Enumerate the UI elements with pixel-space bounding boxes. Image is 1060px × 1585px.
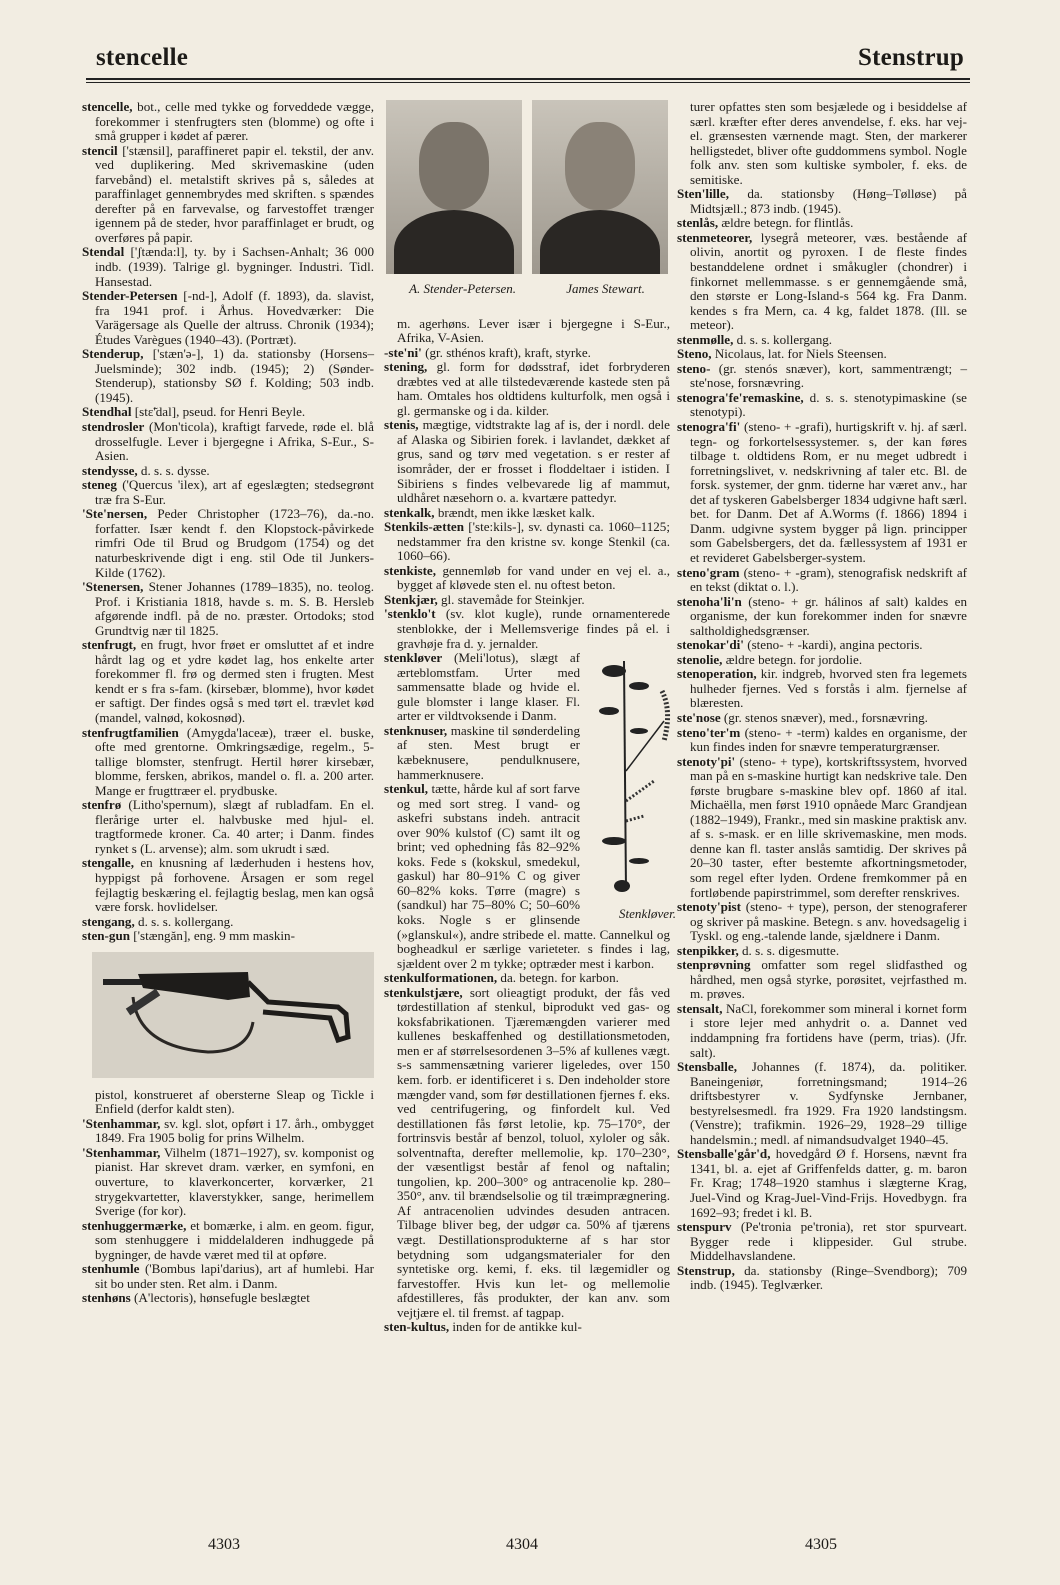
- dictionary-entry: [82, 726, 374, 799]
- dictionary-entry: [384, 317, 670, 346]
- entry-text: (Pe'tronia pe'tronia), ret stor spurveart. Bygger rede i klippesider. Gul strube. Middelhavslandene.: [690, 1219, 967, 1264]
- entry-text: (Meli'lotus), slægt af ærteblomstfam. Urter med sammensatte blade og hvide el. gule blomster i lange klaser. Fl. arter er vildtvoksende i Danm.: [397, 650, 580, 724]
- entry-text: d. s. s. kollergang.: [733, 331, 833, 347]
- entry-text: kir. indgreb, hvorved sten fra legemets hulheder fjernes. Ved s forstås i alm. fjernelse af blæresten.: [690, 666, 967, 711]
- entry-headword: stenkløver: [384, 650, 443, 666]
- entry-headword: stenogra'fe'remaskine,: [677, 389, 804, 405]
- entry-text: bot., celle med tykke og forveddede vægge, forekommer i stenfrugters sten (blomme) og ofte i små grupper i kødet af pærer.: [95, 99, 374, 144]
- dictionary-entry: [677, 1002, 967, 1060]
- column-3: [677, 100, 967, 1293]
- entry-headword: stenoty'pi': [677, 753, 736, 769]
- entry-text: (gr. stenós snæver), kort, sammentrængt; – ste'nose, forsnævring.: [690, 360, 967, 391]
- entry-headword: Stendhal: [82, 404, 132, 420]
- entry-headword: stencil: [82, 142, 118, 158]
- entry-headword: stenmeteorer,: [677, 229, 753, 245]
- dictionary-entry: [82, 100, 374, 144]
- dictionary-entry: [677, 391, 967, 420]
- entry-headword: Stenderup,: [82, 346, 144, 362]
- entry-headword: stengalle,: [82, 855, 135, 871]
- portrait-james-stewart: [532, 100, 668, 274]
- entry-headword: stenfrugt,: [82, 637, 137, 653]
- photo-caption-1: A. Stender-Petersen.: [409, 281, 517, 296]
- entry-text: ['stæn'ə-], 1) da. stationsby (Horsens–Juelsminde); 302 indb. (1945); 2) (Sønder-Stenderup), stationsby SØ f. Kolding; 503 indb. (1945).: [95, 346, 374, 405]
- entry-headword: stenhumle: [82, 1261, 140, 1277]
- dictionary-entry: [384, 506, 670, 521]
- entry-text: en knusning af læderhuden i hestens hov, hyppigst på forhovene. Årsagen er som regel fejlagtig beskæring el. fejlagtig beslag, men kan også være forsk. hovlidelser.: [95, 855, 374, 915]
- entry-text: maskine til sønderdeling af sten. Mest brugt er kæbeknusere, pendulknusere, hammerknusere.: [397, 722, 580, 782]
- dictionary-entry: [82, 289, 374, 347]
- entry-text: ældre betegn. for jordolie.: [722, 651, 863, 667]
- running-head-right: Stenstrup: [858, 44, 964, 71]
- entry-headword: stenoperation,: [677, 666, 757, 682]
- dictionary-entry: [677, 1060, 967, 1147]
- entry-headword: 'Stenersen,: [82, 579, 144, 595]
- dictionary-entry: [82, 638, 374, 725]
- dictionary-entry: [384, 971, 670, 986]
- entry-headword: stenis,: [384, 417, 419, 433]
- entry-headword: stendrosler: [82, 419, 145, 435]
- entry-text: (steno- + type), person, der stenograferer og skriver på maskine. Betegn. s anv. hovedsagelig i Tyskl. og eng.-talende lande, sjældnere i Danm.: [690, 899, 967, 944]
- entry-headword: stengang,: [82, 913, 135, 929]
- entry-text: da. stationsby (Ringe–Svendborg); 709 indb. (1945). Teglværker.: [690, 1262, 967, 1293]
- entry-text: ældre betegn. for flintlås.: [718, 215, 854, 231]
- entry-text: turer opfattes sten som besjælede og i besiddelse af særl. kræfter efter deres anvendelse, f. eks. har vej- el. grænsesten værnende magt. Sten, der markerer helligstedet, bliver ofte guddommens symbol. Nogle folk anv. sten som kultiske symboler, f. eks. de semitiske.: [690, 99, 967, 187]
- dictionary-entry: [677, 231, 967, 333]
- entry-headword: 'Ste'nersen,: [82, 506, 148, 522]
- entry-headword: stening,: [384, 359, 428, 375]
- dictionary-entry: [677, 566, 967, 595]
- entry-text: Vilhelm (1871–1927), sv. komponist og pianist. Har skrevet dram. værker, en symfoni, en ouverture, to klaverkoncerter, korværker, 21 strygekvartetter, klaverstykker, sange, herimellem Sverige (for kor).: [95, 1144, 374, 1219]
- dictionary-entry: [82, 405, 374, 420]
- dictionary-entry: [384, 986, 670, 1321]
- entry-headword: stensalt,: [677, 1000, 723, 1016]
- dictionary-entry: [677, 1147, 967, 1220]
- dictionary-entry: [677, 667, 967, 711]
- dictionary-entry: [82, 856, 374, 914]
- entry-headword: stenprøvning: [677, 957, 751, 973]
- entry-text: gennemløb for vand under en vej el. a., bygget af kløvede sten el. nu oftest beton.: [397, 562, 670, 593]
- entry-headword: stenspurv: [677, 1219, 732, 1235]
- entry-headword: steno'gram: [677, 564, 740, 580]
- dictionary-entry: [82, 1262, 374, 1291]
- dictionary-entry: [384, 564, 670, 593]
- entry-text: et bomærke, i alm. en geom. figur, som stenhuggere i middelalderen indhuggede på bygninger, de havde været med til at opføre.: [95, 1217, 374, 1262]
- dictionary-entry: [677, 100, 967, 187]
- entry-headword: stenfrugtfamilien: [82, 724, 179, 740]
- running-head-left: stencelle: [96, 44, 189, 71]
- photo-caption-2: James Stewart.: [566, 281, 645, 296]
- entry-headword: stenkalk,: [384, 504, 435, 520]
- dictionary-entry: [82, 1117, 374, 1146]
- entry-text: ('Bombus lapi'darius), art af humlebi. Har sit bo under sten. Ret alm. i Danm.: [95, 1261, 374, 1291]
- dictionary-entry: [677, 420, 967, 565]
- dictionary-entry: [82, 347, 374, 405]
- entry-headword: ste'nose: [677, 709, 721, 725]
- entry-text: (steno- + -term) kaldes en organisme, der kun findes inden for snævre temperaturgrænser.: [690, 724, 967, 755]
- dictionary-entry: [384, 360, 670, 418]
- entry-headword: stenhøns: [82, 1290, 131, 1306]
- entry-headword: stenolie,: [677, 651, 723, 667]
- dictionary-entry: [677, 755, 967, 900]
- entry-headword: 'Stenhammar,: [82, 1115, 161, 1131]
- entry-text: tætte, hårde kul af sort farve og med sort streg. I vand- og askefri substans indeh. antracit over 90% kulstof (C) samt ilt og brint; ved ophedning fås 82–92% koks. Fede s (kokskul, smedekul, gaskul) har 80–91% C og giver 60–82% koks. Tørre (magre) s (sandkul) har 75–80% C; 50–60% koks. Nogle s er glinsende (»glanskul«), andre stribede el. matte. Cannelkul og bogheadkul er særlige varieteter. s findes i lag, sjældent over 2 m tykke; optræder mest i karbon.: [397, 781, 670, 971]
- entry-headword: Stenkils-ætten: [384, 519, 465, 535]
- entry-headword: Stender-Petersen: [82, 288, 178, 304]
- entry-headword: stenogra'fi': [677, 419, 741, 435]
- entry-text: d. s. s. kollergang.: [134, 913, 234, 929]
- page-number-1: 4303: [208, 1536, 240, 1553]
- entry-text: omfatter som regel slidfasthed og hårdhed, men også styrke, porøsitet, vejrfasthed m. m. prøves.: [690, 957, 967, 1002]
- dictionary-entry: [677, 944, 967, 959]
- dictionary-entry: [82, 1146, 374, 1219]
- entry-headword: stenlås,: [677, 215, 719, 231]
- entry-text: ['stængăn], eng. 9 mm maskin-: [130, 928, 295, 944]
- dictionary-entry: [82, 1088, 374, 1117]
- entry-text: mægtige, vidtstrakte lag af is, der i nordl. dele af Alaska og Sibirien forek. i lavlandet, dækket af grus, sand og tørv med vegetation. s er rester af isområder, der er frosset i floddeltaer i istiden. I Sibiriens s findes velbevarede lig af mammut, uldhåret næsehorn o. a. kvartære pattedyr.: [397, 417, 670, 506]
- entry-headword: Steno,: [677, 346, 712, 362]
- dictionary-entry: [82, 478, 374, 507]
- dictionary-entry: [82, 420, 374, 464]
- entry-text: sv. kgl. slot, opført i 17. årh., ombygget 1849. Fra 1905 bolig for prins Wilhelm.: [95, 1115, 374, 1146]
- entry-text: (Litho'spernum), slægt af rubladfam. En el. flerårige urter el. halvbuske med hjul- el. tragtformede kroner. Ca. 40 arter; i Danm. findes rynket s (L. arvense); alm. som ukrudt i sæd.: [95, 797, 374, 856]
- entry-text: (gr. sthénos kraft), kraft, styrke.: [421, 344, 591, 360]
- entry-headword: stencelle,: [82, 99, 133, 114]
- entry-headword: stenoha'li'n: [677, 593, 742, 609]
- entry-text: (steno- + gr. hálinos af salt) kaldes en organisme, der kun forekommer inden for snævre saltholdighedsgrænser.: [690, 593, 967, 638]
- entry-headword: Stendal: [82, 244, 125, 260]
- dictionary-entry: [384, 418, 670, 505]
- dictionary-entry: [677, 1220, 967, 1264]
- entry-text: gl. form for dødsstraf, idet forbryderen dræbtes ved at alle tilstedeværende kastede sten på ham. Omtales hos oldtidens kulturfolk, men også i gl. germanske og i da. kilder.: [397, 359, 670, 418]
- entry-headword: 'Stenhammar,: [82, 1144, 161, 1160]
- dictionary-entry: [677, 726, 967, 755]
- dictionary-entry: [384, 520, 670, 564]
- plant-caption: Stenkløver.: [618, 905, 676, 921]
- dictionary-entry: [82, 1291, 374, 1306]
- dictionary-entry: [82, 915, 374, 930]
- entry-text: d. s. s. digesmutte.: [738, 942, 840, 958]
- dictionary-entry: [82, 464, 374, 479]
- portrait-photos: [386, 100, 668, 274]
- dictionary-entry: [677, 595, 967, 639]
- dictionary-entry: [677, 216, 967, 231]
- entry-headword: 'stenklo't: [384, 606, 436, 622]
- sten-gun-image: [92, 952, 374, 1078]
- dictionary-entry: [82, 507, 374, 580]
- dictionary-entry: [384, 607, 670, 651]
- entry-text: (Amygda'laceæ), træer el. buske, ofte med grentorne. Omkringsædige, regelm., 5-tallige blomster, stenfrugt. Hertil hører kirsebær, blomme, fersken, abrikos, mandel o. fl. a. 200 arter. Mange er frugttræer el. prydbuske.: [95, 724, 374, 798]
- entry-text: (Mon'ticola), kraftigt farvede, røde el. blå drosselfugle. Lever i bjergegne i Afrika, S-Eur., S-Asien.: [95, 419, 374, 464]
- dictionary-entry: [677, 1264, 967, 1293]
- entry-headword: stenkul,: [384, 781, 429, 797]
- entry-text: pistol, konstrueret af obersterne Sleap og Tickle i Enfield (derfor kaldt sten).: [95, 1086, 374, 1117]
- dictionary-entry: [82, 929, 374, 944]
- dictionary-entry: [82, 580, 374, 638]
- entry-text: NaCl, forekommer som mineral i kornet form i store lejer med anhydrit o. a. Dannet ved inddampning fra fortidens have (perm, trias). (Jfr. salt).: [690, 1000, 967, 1060]
- entry-headword: steno-: [677, 360, 711, 376]
- column-1: [82, 100, 374, 1306]
- entry-text: Stener Johannes (1789–1835), no. teolog. Prof. i Kristiania 1818, havde s. m. S. B. Hersleb afgørende indfl. på de no. præster. Ortodoks; stod Grundtvig nær til 1825.: [95, 579, 374, 638]
- entry-headword: Stensballe'går'd,: [677, 1146, 771, 1162]
- dictionary-entry: [677, 638, 967, 653]
- dictionary-entry: [677, 900, 967, 944]
- entry-text: (steno- + -gram), stenografisk nedskrift af en tekst (diktat o. l.).: [690, 564, 967, 595]
- entry-text: (steno- + type), kortskriftssystem, hvorved man på en s-maskine hurtigt kan nedskrive tale. Den første brugbare s-maskine blev opf. 1860 af ital. Michaëlla, men først 1910 opnåede Marc Grandjean (1882–1949), Frankr., med sin maskine praktisk anv. af s. s-mask. er en lille skrivemaskine, men mods. denne kan fl. taster anslås samtidig. Der skrives på 20–30 taster, efter bestemte afkortningsmetoder, som regel efter lyden. Ordene fremkommer på en fortløbende papirstrimmel, som derefter renskrives.: [690, 753, 967, 900]
- entry-text: (A'lectoris), hønsefugle beslægtet: [130, 1290, 310, 1306]
- dictionary-entry: [82, 1219, 374, 1263]
- entry-text: d. s. s. dysse.: [137, 462, 210, 478]
- entry-headword: Stenkjær,: [384, 591, 438, 607]
- entry-text: ['ste:kils-], sv. dynasti ca. 1060–1125; nedstammer fra den kristne sv. konge Stenkil (ca. 1060–66).: [397, 519, 670, 564]
- entry-text: Nicolaus, lat. for Niels Steensen.: [711, 346, 887, 362]
- entry-text: Johannes (f. 1874), da. politiker. Baneingeniør, forretningsmand; 1914–26 driftsbestyrer v. Sydfynske Jernbaner, bestyrelsesmedl. fra 1929. Fra 1920 landstingsm. (Venstre); trafikmin. 1926–29, 1928–29 tillige handelsmin.; medl. af nimandsudvalget 1940–45.: [690, 1059, 967, 1147]
- entry-text: ('Quercus 'ilex), art af egeslægten; stedsegrønt træ fra S-Eur.: [95, 477, 374, 507]
- entry-text: da. betegn. for karbon.: [497, 970, 619, 986]
- entry-text: (sv. klot kugle), runde ornamenterede stenblokke, der i Mellemsverige findes på el. i gravhøje fra d. y. jernalder.: [397, 606, 670, 651]
- entry-text: [-nd-], Adolf (f. 1893), da. slavist, fra 1941 prof. i Århus. Hovedværker: Die Varägersage als Quelle der altruss. Chronik (1934); Études Varègues (1940–43). (Portræt).: [95, 288, 374, 347]
- dictionary-entry: [677, 711, 967, 726]
- portrait-stender-petersen: [386, 100, 522, 274]
- column-2: [384, 100, 676, 1335]
- entry-text: m. agerhøns. Lever især i bjergegne i S-Eur., Afrika, V-Asien.: [397, 315, 670, 346]
- entry-text: d. s. s. stenotypimaskine (se stenotypi).: [690, 389, 967, 420]
- dictionary-entry: [384, 346, 670, 361]
- entry-headword: stenhuggermærke,: [82, 1217, 187, 1233]
- dictionary-entry: [384, 1320, 670, 1335]
- entry-headword: sten-kultus,: [384, 1319, 450, 1335]
- entry-text: da. stationsby (Høng–Tølløse) på Midtsjæll.; 873 indb. (1945).: [690, 186, 967, 216]
- header-rule-thin: [86, 82, 970, 83]
- dictionary-entry: [677, 333, 967, 348]
- entry-text: brændt, men ikke læsket kalk.: [434, 504, 595, 520]
- entry-headword: stendysse,: [82, 462, 138, 478]
- dictionary-entry: [677, 958, 967, 1002]
- dictionary-entry: [82, 144, 374, 246]
- dictionary-entry: [677, 653, 967, 668]
- entry-text: lysegrå meteorer, væs. bestående af olivin, anortit og pyroxen. I de fleste findes bestanddelene ordnet i småkugler (chondrer) i finkornet mellemmasse. s er gennemgående små, den største er Long-Island-s 564 kg. Fra Danm. kendes s fra Mern, ca. 4 kg, faldet 1878. (Ill. se meteor).: [690, 229, 967, 333]
- entry-headword: stenkiste,: [384, 562, 437, 578]
- entry-text: hovedgård Ø f. Horsens, nævnt fra 1341, bl. a. ejet af Griffenfelds datter, g. m. baron Fr. Krag; 1748–1920 stamhus i slægterne Krag, Juel-Vind og Krag-Juel-Vind-Frijs. Hovedbygn. fra 1692–93; fredet i kl. B.: [690, 1146, 967, 1220]
- entry-headword: -ste'ni': [384, 344, 422, 360]
- entry-headword: stenokar'di': [677, 637, 744, 653]
- entry-text: inden for de antikke kul-: [449, 1319, 582, 1335]
- entry-headword: stenpikker,: [677, 942, 739, 958]
- entry-headword: Stensballe,: [677, 1059, 738, 1075]
- entry-headword: Stenstrup,: [677, 1262, 735, 1278]
- entry-text: sort olieagtigt produkt, der fås ved tørdestillation af stenkul, biprodukt ved gas- og koksfabrikationen. Tjæremængden varierer med kullenes beskaffenhed og destillationsmetoden, men er af størrelsesordenen 3–5% af kullenes vægt. s-s sammensætning varierer ligeledes, over 150 kem. forb. er identificeret i s. Den indeholder store mængder vand, som før destillationen fjernes f. eks. ved centrifugering, og finfordelt kul. Ved destillationen fås først letolie, kp. 75–170°, der fortrinsvis består af benzol, toluol, xyloler og såk. solventnafta, derefter mellemolie, kp. 170–230°, der væsentligst består af fenol og naftalin; tungolien, kp. 200–300° og antracenolie kp. 280–350°, anv. til brændselsolie og til træimprægnering. Af antracenolien udvindes desuden antracen. Tilbage bliver beg, der udgør ca. 50% af tjærens vægt. Destillationsprodukterne af s har stor betydning som udgangsmaterialer for den syntetiske org. kemi, f. eks. til lægemidler og farvestoffer. Hvis kun let- og mellemolie afdestilleres, fås produkter, der kan anv. som vejtjære el. til fremst. af tagpap.: [397, 984, 670, 1320]
- entry-headword: steno'ter'm: [677, 724, 741, 740]
- entry-text: [stɛ̃'dal], pseud. for Henri Beyle.: [131, 404, 306, 420]
- entry-headword: stenknuser,: [384, 722, 448, 738]
- dictionary-entry: [677, 362, 967, 391]
- entry-text: (steno- + -kardi), angina pectoris.: [743, 637, 923, 653]
- header-rule: [86, 78, 970, 80]
- entry-headword: steneg: [82, 477, 117, 493]
- dictionary-entry: [82, 798, 374, 856]
- page-number-2: 4304: [506, 1536, 538, 1553]
- entry-headword: stenkulformationen,: [384, 970, 498, 986]
- entry-text: ['stænsil], paraffineret papir el. tekstil, der anv. ved duplikering. Med skrivemaskine (uden farvebånd) el. metalstift skrives på s, således at paraffinlaget gennembrydes med skriften. s spændes derefter på en farvevalse, og farvestoffet trænger igennem på de steder, hvor paraffinlaget er brudt, og overføres på papir.: [95, 142, 374, 245]
- entry-text: en frugt, hvor frøet er omsluttet af et indre hårdt lag og et ydre kødet lag, hos enkelte arter forekommer fl. frø og dermed sten i frugten. Mest kendt er s fra s-fam. (kirsebær, blomme), hvor kødet er saftigt. Der findes også s med tørt el. trævlet kød (mandel, valnød, kokosnød).: [95, 637, 374, 725]
- dictionary-entry: [677, 187, 967, 216]
- dictionary-entry: [384, 593, 670, 608]
- entry-text: (gr. stenos snæver), med., forsnævring.: [720, 709, 928, 725]
- entry-text: (steno- + -grafi), hurtigskrift v. hj. af særl. tegn- og forkortelsessystemer. s, der kan føres tilbage t. oldtidens Rom, er nu meget udbredt i forretningslivet, v. nedskrivning af taler etc. Bl. de forsk. systemer, der gnm. tiderne har været anv., har det af tyskeren Gabelsberger 1834 udgivne haft særl. bet. for Danm. Det af A.Worms (f. 1866) 1894 i Danm. udgivne system bygger på lign. principper som Gabelsbergers, det da. fællessystem af 1931 er et revideret Gabelsberger-system.: [690, 419, 967, 565]
- entry-headword: stenmølle,: [677, 331, 734, 347]
- entry-text: Peder Christopher (1723–76), da.-no. forfatter. Især kendt f. den Klopstock-påvirkede rimfri Ode til Brud og Brudgom (1754) og det naturbeskrivende digt i eng. stil Ode til Junkers-Kilde (1762).: [95, 506, 374, 580]
- dictionary-entry: [82, 245, 374, 289]
- entry-headword: stenkulstjære,: [384, 984, 463, 1000]
- entry-headword: sten-gun: [82, 928, 131, 944]
- entry-headword: stenoty'pist: [677, 899, 742, 915]
- entry-text: gl. stavemåde for Steinkjer.: [437, 591, 585, 607]
- page-number-3: 4305: [805, 1536, 837, 1553]
- stenklover-illustration: [584, 651, 676, 921]
- entry-headword: Sten'lille,: [677, 186, 730, 202]
- dictionary-entry: [677, 347, 967, 362]
- entry-text: ['ʃtænda:l], ty. by i Sachsen-Anhalt; 36 000 indb. (1939). Talrige gl. bygninger. Industri. Tidl. Hansestad.: [95, 244, 374, 289]
- entry-headword: stenfrø: [82, 797, 122, 813]
